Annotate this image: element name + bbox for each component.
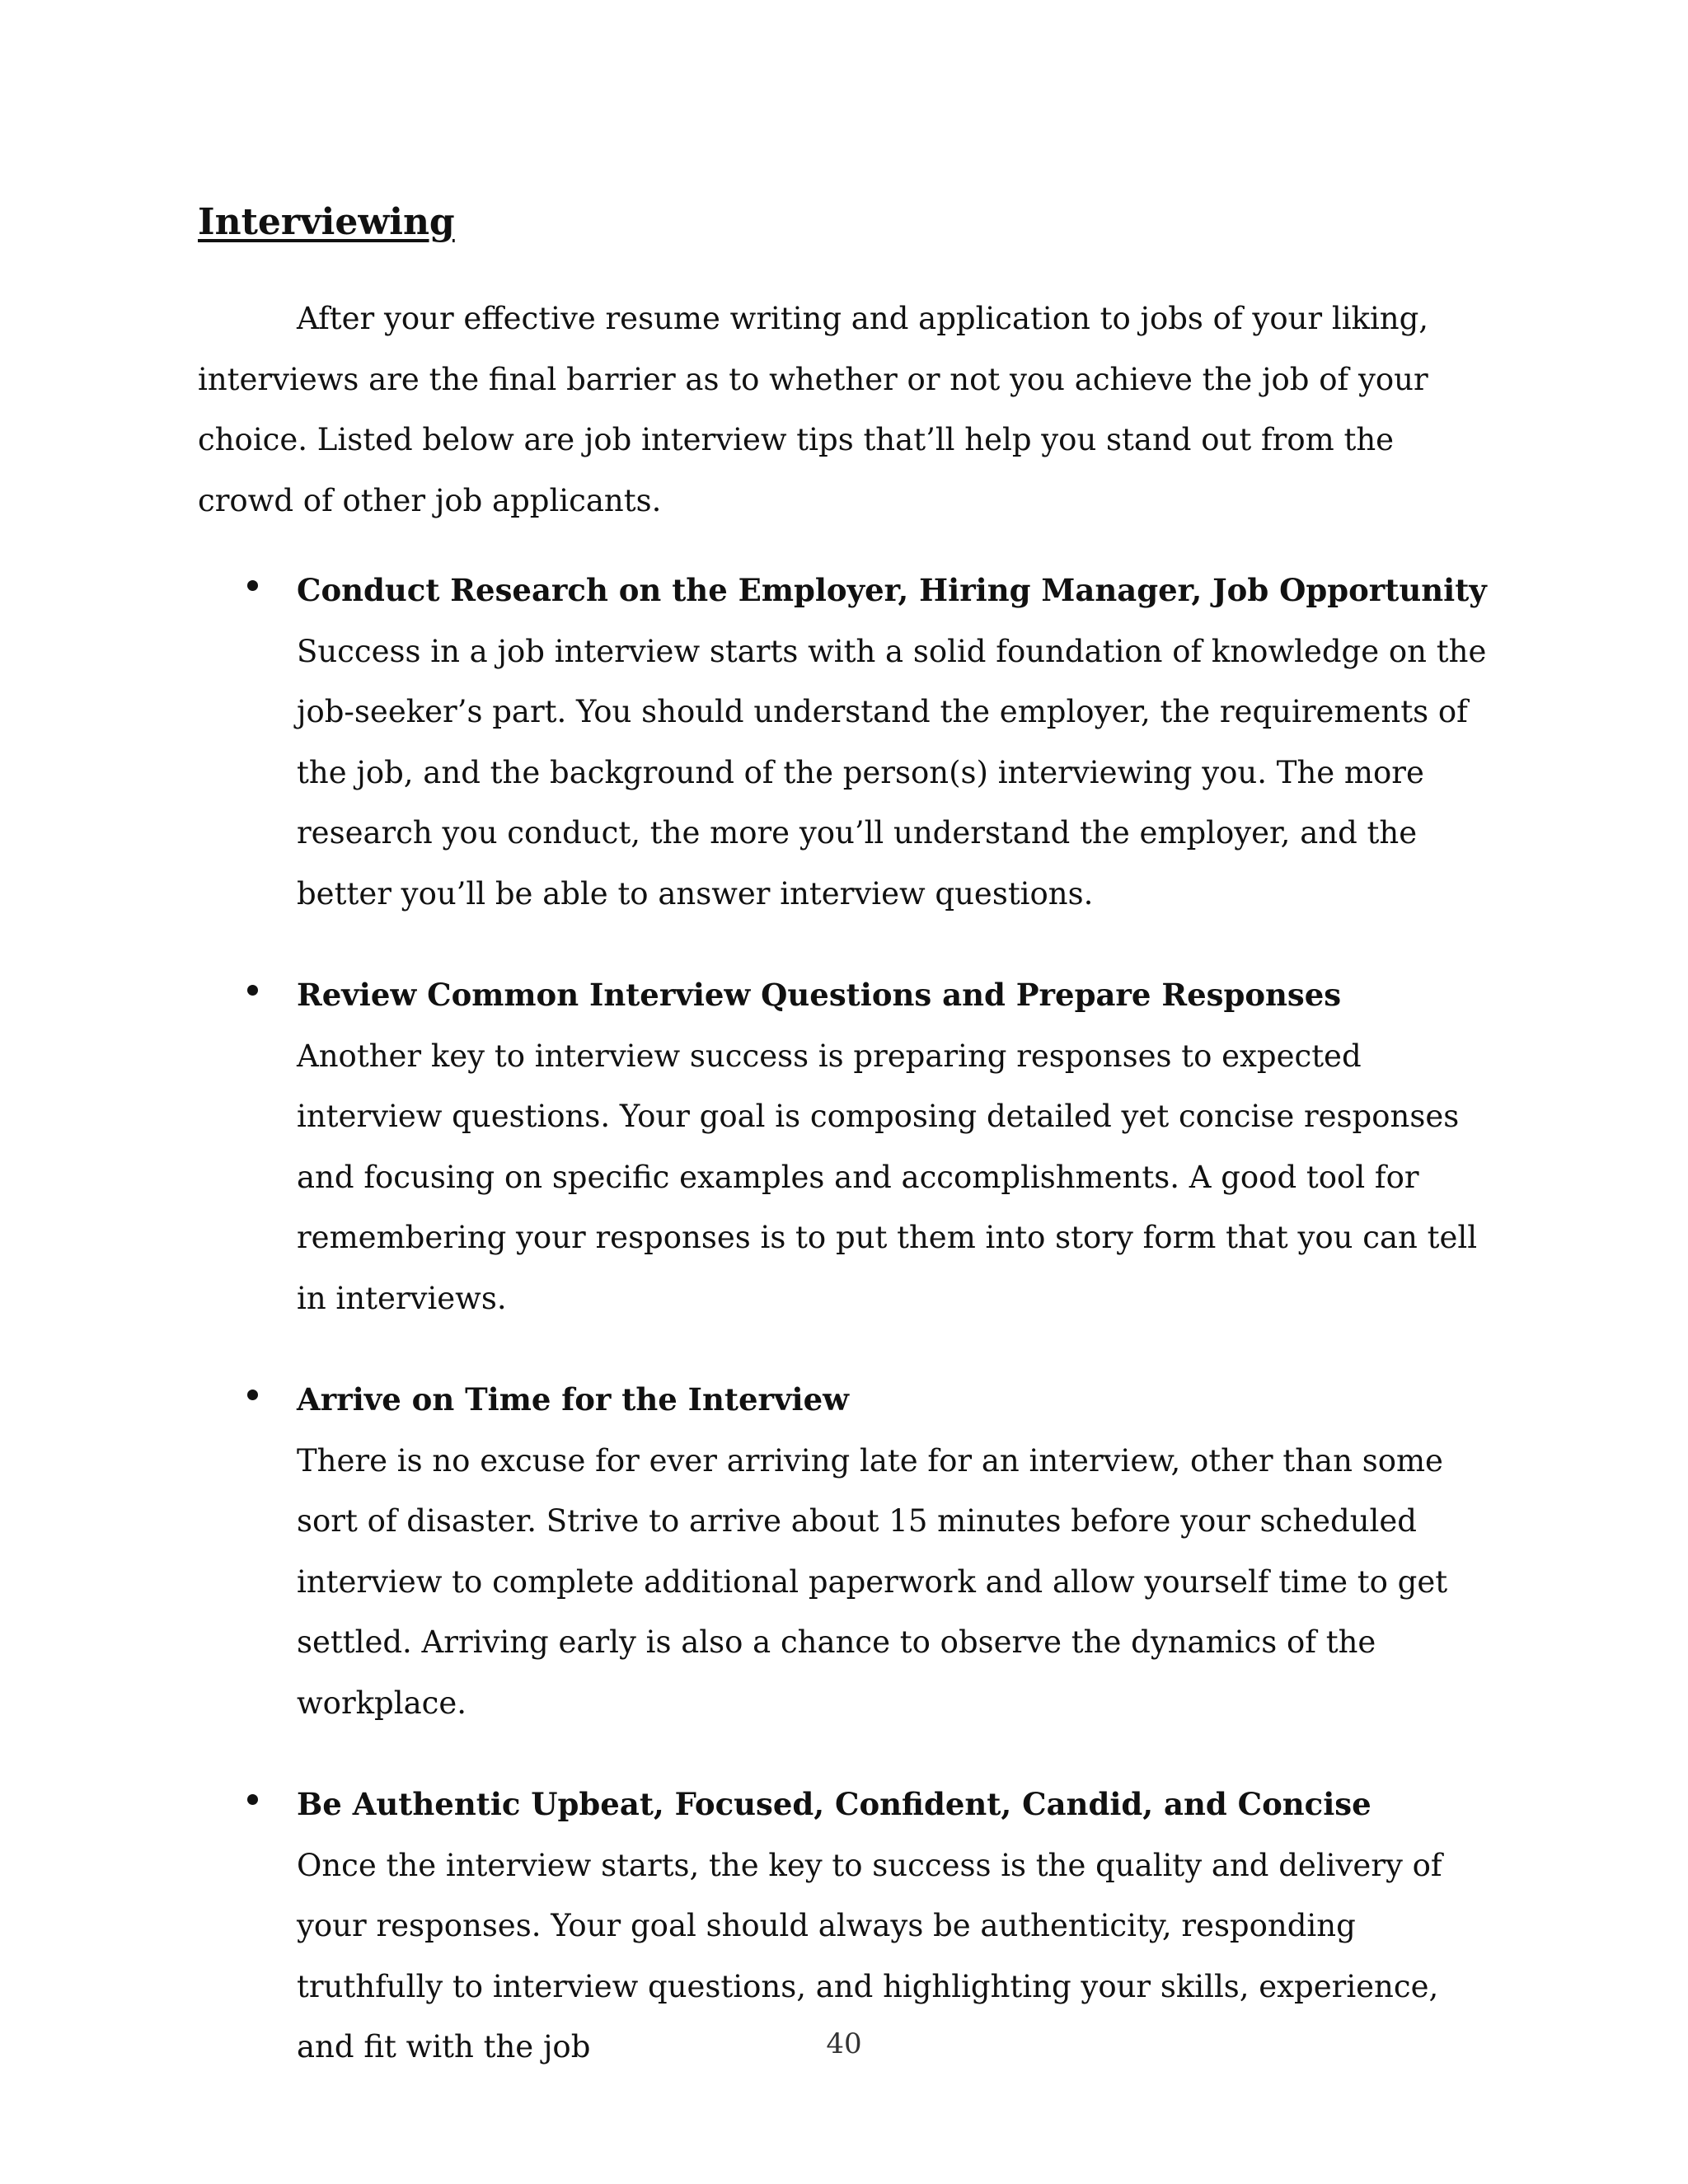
tip-body: Another key to interview success is preparing responses to expected interview questions. Your goal is composing detailed yet concise responses and focusing on specific examples and accomplishments. A good tool for remembering your responses is to put them into story form that you can tell in interviews.: [297, 1038, 1478, 1316]
tip-body: Once the interview starts, the key to success is the quality and delivery of your responses. Your goal should always be authenticity, responding truthfully to interview questions, and highlighting your skills, experience, and fit with the job: [297, 1847, 1442, 2064]
bullet-icon: [247, 985, 258, 996]
intro-paragraph: After your effective resume writing and application to jobs of your liking, interviews are the final barrier as to whether or not you achieve the job of your choice. Listed below are job interview tips that’ll help you stand out from the crowd of other job applicants.: [198, 301, 1429, 518]
bullet-icon: [247, 1390, 258, 1400]
tip-title: Conduct Research on the Employer, Hiring Manager, Job Opportunity: [297, 572, 1487, 608]
tip-title: Arrive on Time for the Interview: [297, 1381, 849, 1418]
tip-title: Be Authentic Upbeat, Focused, Confident, Candid, and Concise: [297, 1786, 1372, 1822]
section-heading: Interviewing: [198, 201, 455, 243]
list-item: [198, 1370, 1492, 1733]
bullet-icon: [247, 1794, 258, 1805]
list-item: [198, 560, 1492, 924]
page-number: 40: [826, 2027, 862, 2060]
tip-title: Review Common Interview Questions and Prepare Responses: [297, 977, 1342, 1013]
list-item: [198, 965, 1492, 1329]
tip-body: Success in a job interview starts with a solid foundation of knowledge on the job-seeker’s part. You should understand the employer, the requirements of the job, and the background of the person(s) interviewing you. The more research you conduct, the more you’ll understand the employer, and the better you’ll be able to answer interview questions.: [297, 633, 1487, 912]
tip-body: There is no excuse for ever arriving late for an interview, other than some sort of disaster. Strive to arrive about 15 minutes before your scheduled interview to complete additional paperwork and allow yourself time to get settled. Arriving early is also a chance to observe the dynamics of the workplace.: [297, 1442, 1448, 1721]
tips-list: [198, 560, 1492, 2119]
bullet-icon: [247, 580, 258, 591]
